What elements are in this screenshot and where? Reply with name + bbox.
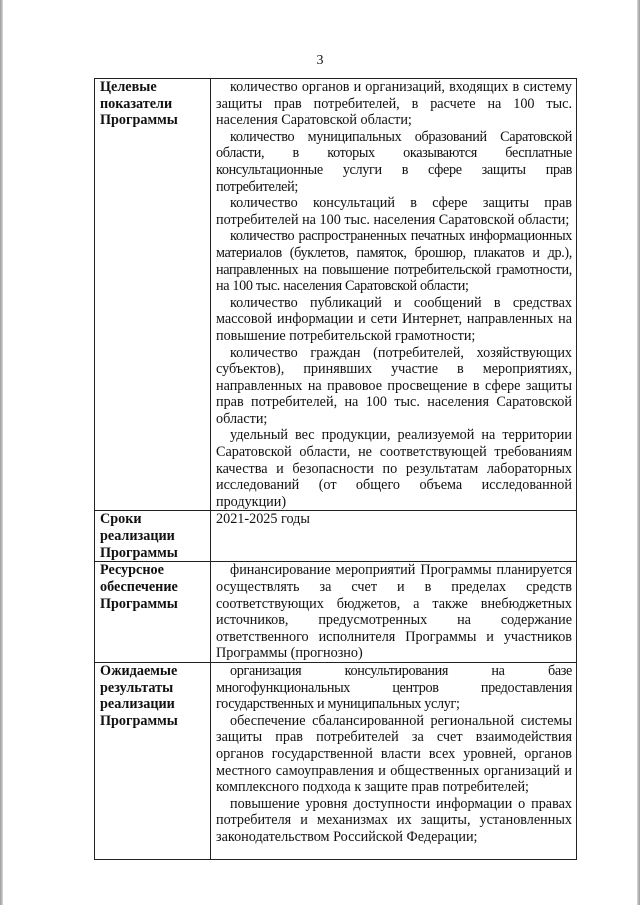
indicator-paragraph: удельный вес продукции, реализуемой на территории Саратовской области, не соответствующей требованиям качества и безопасности по результатам лабораторных исследований (от общего объема исследованной продукции) xyxy=(216,427,572,510)
row-label-implementation-period: Сроки реализации Программы xyxy=(95,511,211,562)
table-row-target-indicators xyxy=(95,79,577,511)
indicator-paragraph: количество распространенных печатных информационных материалов (буклетов, памяток, брошюр, плакатов и др.), направленных на повышение потребительской грамотности, на 100 тыс. населения Саратовской области; xyxy=(216,228,572,295)
result-paragraph: обеспечение сбалансированной региональной системы защиты прав потребителей за счет взаимодействия органов государственной власти всех уровней, органов местного самоуправления и общественных организаций и комплексного подхода к защите прав потребителей; xyxy=(216,712,572,796)
page-number: 3 xyxy=(316,53,324,68)
row-label-expected-results: Ожидаемые результаты реализации Программы xyxy=(95,663,211,860)
table-row-implementation-period xyxy=(95,511,577,562)
row-label-target-indicators: Целевые показатели Программы xyxy=(95,79,211,511)
period-value: 2021-2025 годы xyxy=(216,511,310,528)
result-paragraph: повышение уровня доступности информации о правах потребителя и механизмах их защиты, установленных законодательством Российской Федерации; xyxy=(216,795,572,845)
row-content-expected-results xyxy=(211,663,577,860)
row-label-resource-provision: Ресурсное обеспечение Программы xyxy=(95,562,211,663)
row-content-implementation-period xyxy=(211,511,577,562)
result-paragraph: организация консультирования на базе многофункциональных центров предоставления государственных и муниципальных услуг; xyxy=(216,663,572,713)
indicator-paragraph: количество органов и организаций, входящих в систему защиты прав потребителей, в расчете на 100 тыс. населения Саратовской области; xyxy=(216,79,572,129)
scan-edge-left xyxy=(0,0,3,905)
indicator-paragraph: количество муниципальных образований Саратовской области, в которых оказываются бесплатные консультационные услуги в сфере защиты прав потребителей; xyxy=(216,128,572,195)
program-passport-table xyxy=(94,78,577,860)
row-content-resource-provision xyxy=(211,562,577,663)
table-row-resource-provision xyxy=(95,562,577,663)
indicator-paragraph: количество консультаций в сфере защиты прав потребителей на 100 тыс. населения Саратовской области; xyxy=(216,195,572,228)
resource-paragraph: финансирование мероприятий Программы планируется осуществлять за счет и в пределах средств соответствующих бюджетов, а также внебюджетных источников, предусмотренных на содержание ответственного исполнителя Программы и участников Программы (прогнозно) xyxy=(216,562,572,662)
indicator-paragraph: количество публикаций и сообщений в средствах массовой информации и сети Интернет, направленных на повышение потребительской грамотности; xyxy=(216,294,572,344)
indicator-paragraph: количество граждан (потребителей, хозяйствующих субъектов), принявших участие в мероприятиях, направленных на правовое просвещение в сфере защиты прав потребителей, на 100 тыс. населения Саратовской области; xyxy=(216,344,572,427)
table-row-expected-results xyxy=(95,663,577,860)
row-content-target-indicators xyxy=(211,79,577,511)
